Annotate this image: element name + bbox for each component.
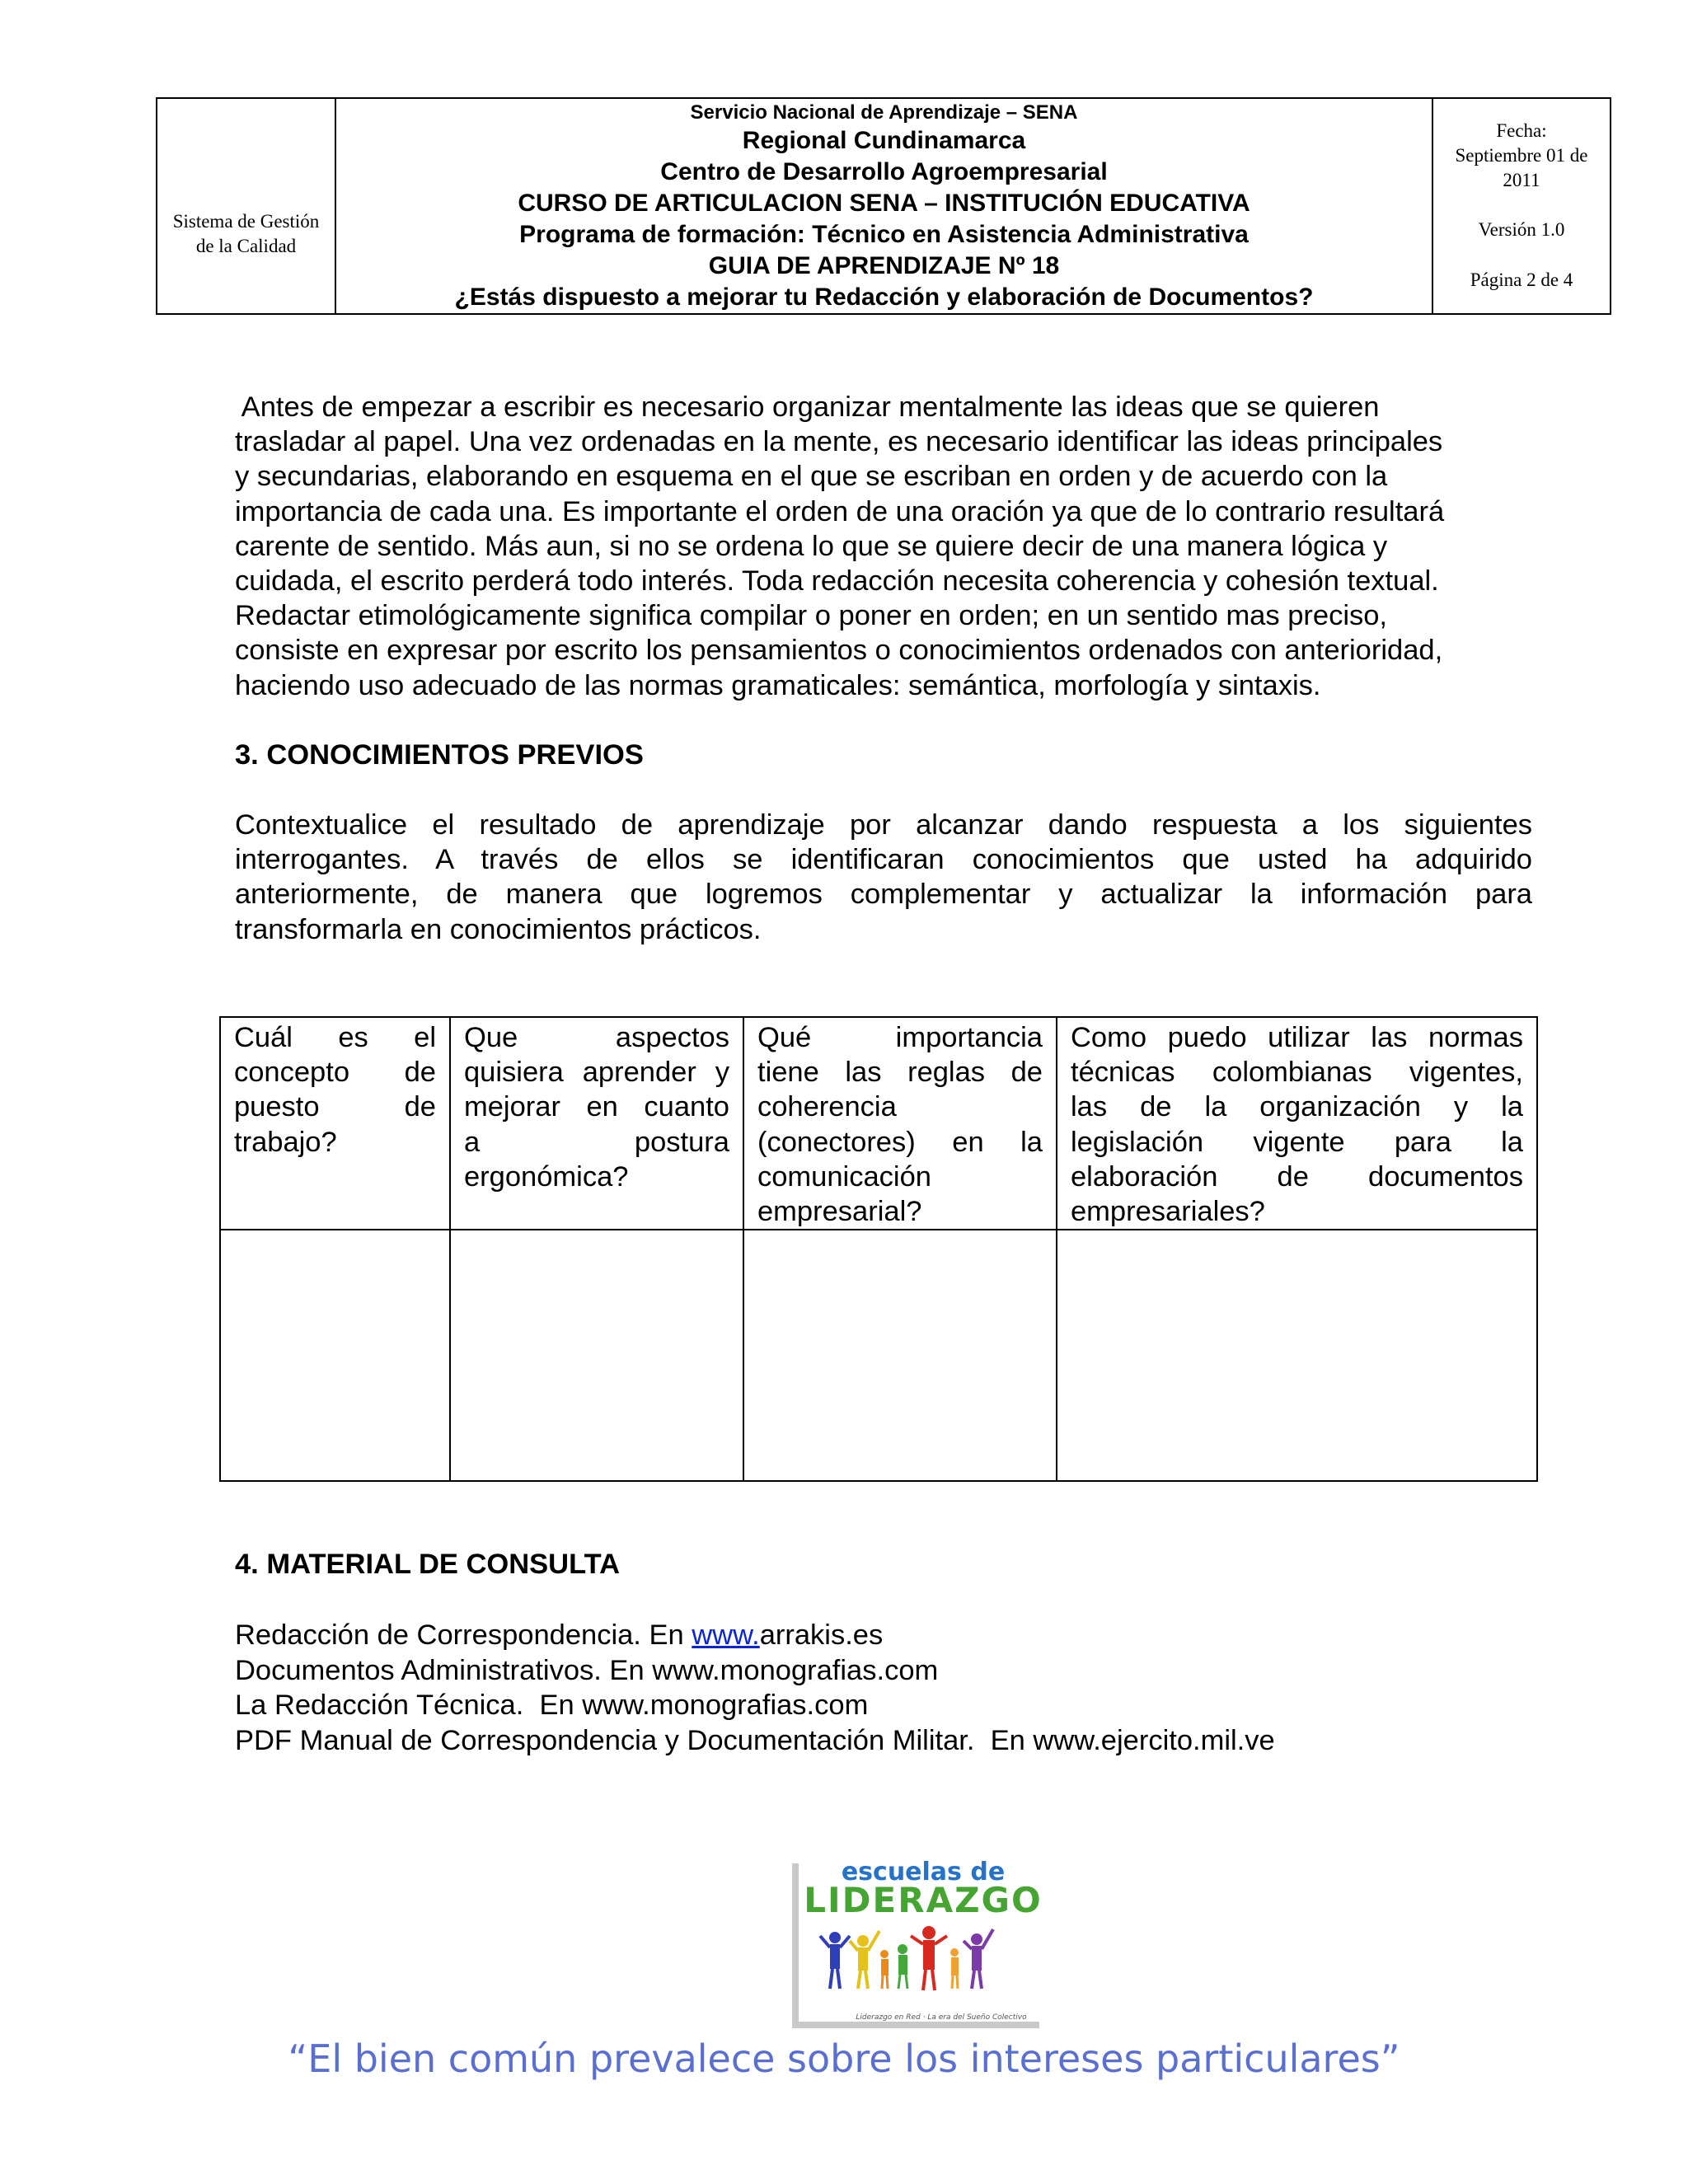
escuelas-de-liderazgo-logo [787, 1858, 1059, 2036]
question-line: Qué importancia [757, 1022, 1043, 1053]
page-info: Página 2 de 4 [1470, 269, 1573, 290]
question-line: Como puedo utilizar las normas [1071, 1022, 1523, 1053]
question-line: a postura [464, 1126, 729, 1158]
question-line: concepto de [234, 1057, 436, 1089]
paragraph-line: carente de sentido. Más aun, si no se ordena lo que se quiere decir de una manera lógica y [235, 530, 1388, 562]
question-line: Cuál es el [234, 1022, 436, 1053]
reference-text: arrakis.es [759, 1619, 884, 1651]
question-line: elaboración de documentos [1071, 1160, 1523, 1193]
quality-system-line: de la Calidad [195, 236, 297, 256]
questions-row [220, 1017, 1537, 1230]
question-line: coherencia [757, 1091, 897, 1123]
doc-info-cell [1433, 99, 1610, 313]
date-line: 2011 [1503, 170, 1540, 190]
people-icon [820, 1926, 993, 1990]
institution-cell [336, 99, 1433, 313]
guide-title: ¿Estás dispuesto a mejorar tu Redacción y elaboración de Documentos? [454, 284, 1314, 311]
version-info: Versión 1.0 [1478, 219, 1565, 240]
question-cell-1 [220, 1017, 450, 1230]
question-line: técnicas colombianas vigentes, [1071, 1057, 1523, 1089]
question-line: comunicación [757, 1160, 931, 1193]
paragraph-line: y secundarias, elaborando en esquema en el que se escriban en orden y de acuerdo con la [235, 461, 1388, 493]
question-line: legislación vigente para la [1071, 1126, 1523, 1158]
logo-slogan: Liderazgo en Red · La era del Sueño Colectivo [856, 2013, 1027, 2022]
answers-row [220, 1230, 1537, 1481]
paragraph-line: importancia de cada una. Es importante el orden de una oración ya que de lo contrario resultará [235, 495, 1445, 527]
institution-line: CURSO DE ARTICULACION SENA – INSTITUCIÓN EDUCATIVA [518, 190, 1250, 217]
question-line: (conectores) en la [757, 1126, 1043, 1158]
reference-item: Documentos Administrativos. En www.monografias.com [235, 1654, 939, 1686]
guide-number: GUIA DE APRENDIZAJE Nº 18 [708, 252, 1060, 279]
answer-cell-1[interactable] [220, 1230, 450, 1481]
section-4-heading: 4. MATERIAL DE CONSULTA [235, 1549, 621, 1580]
paragraph-line: transformarla en conocimientos prácticos. [235, 913, 762, 945]
question-line: empresariales? [1071, 1196, 1265, 1228]
institution-line: Programa de formación: Técnico en Asistencia Administrativa [519, 221, 1249, 248]
question-line: tiene las reglas de [757, 1057, 1043, 1089]
section-3-paragraph [235, 808, 1532, 947]
paragraph-line: Redactar etimológicamente significa compilar o poner en orden; en un sentido mas preciso, [235, 600, 1388, 632]
footer-quote: “El bien común prevalece sobre los intereses particulares” [288, 2036, 1400, 2081]
answer-cell-4[interactable] [1057, 1230, 1537, 1481]
paragraph-line: haciendo uso adecuado de las normas gramaticales: semántica, morfología y sintaxis. [235, 669, 1321, 701]
paragraph-line: Contextualice el resultado de aprendizaje por alcanzar dando respuesta a los siguientes [235, 809, 1532, 841]
questions-table [219, 1016, 1538, 1482]
section-3-heading: 3. CONOCIMIENTOS PREVIOS [235, 739, 644, 771]
question-cell-3 [743, 1017, 1057, 1230]
question-line: mejorar en cuanto [464, 1091, 729, 1123]
question-line: puesto de [234, 1091, 436, 1123]
quality-system-line: Sistema de Gestión [172, 211, 320, 232]
institution-line: Servicio Nacional de Aprendizaje – SENA [690, 101, 1078, 124]
question-line: ergonómica? [464, 1160, 629, 1193]
date-info [1433, 119, 1610, 193]
date-line: Fecha: [1496, 120, 1547, 141]
reference-item: PDF Manual de Correspondencia y Documentación Militar. En www.ejercito.mil.ve [235, 1724, 1275, 1756]
question-line: empresarial? [757, 1196, 922, 1228]
question-cell-2 [450, 1017, 743, 1230]
reference-list [235, 1618, 1532, 1758]
question-line: Que aspectos [464, 1022, 729, 1053]
document-header [156, 97, 1611, 315]
reference-item [235, 1618, 1532, 1653]
question-line: trabajo? [234, 1126, 337, 1158]
question-line: quisiera aprender y [464, 1057, 729, 1089]
reference-item: La Redacción Técnica. En www.monografias.com [235, 1690, 869, 1721]
answer-cell-2[interactable] [450, 1230, 743, 1481]
question-cell-4 [1057, 1017, 1537, 1230]
paragraph-line: interrogantes. A través de ellos se identificaran conocimientos que usted ha adquirido [235, 844, 1532, 876]
paragraph-line: Antes de empezar a escribir es necesario organizar mentalmente las ideas que se quieren [235, 391, 1380, 423]
logo-line-2: LIDERAZGO [804, 1880, 1043, 1920]
date-line: Septiembre 01 de [1455, 145, 1588, 166]
paragraph-line: trasladar al papel. Una vez ordenadas en la mente, es necesario identificar las ideas principales [235, 426, 1443, 458]
logo-line-1: escuelas de [841, 1858, 1006, 1886]
paragraph-line: cuidada, el escrito perderá todo interés. Toda redacción necesita coherencia y cohesión textual. [235, 565, 1439, 598]
intro-paragraph [235, 390, 1532, 703]
reference-text: Redacción de Correspondencia. En [235, 1619, 692, 1651]
paragraph-line: anteriormente, de manera que logremos complementar y actualizar la información para [235, 879, 1532, 911]
institution-line: Regional Cundinamarca [742, 127, 1026, 154]
paragraph-line: consiste en expresar por escrito los pensamientos o conocimientos ordenados con anterioridad, [235, 635, 1443, 667]
answer-cell-3[interactable] [743, 1230, 1057, 1481]
quality-system-cell [157, 99, 336, 313]
logo-title [787, 1858, 1059, 1920]
institution-line: Centro de Desarrollo Agroempresarial [660, 158, 1108, 185]
question-line: las de la organización y la [1071, 1091, 1523, 1123]
reference-link[interactable]: www. [692, 1619, 760, 1651]
